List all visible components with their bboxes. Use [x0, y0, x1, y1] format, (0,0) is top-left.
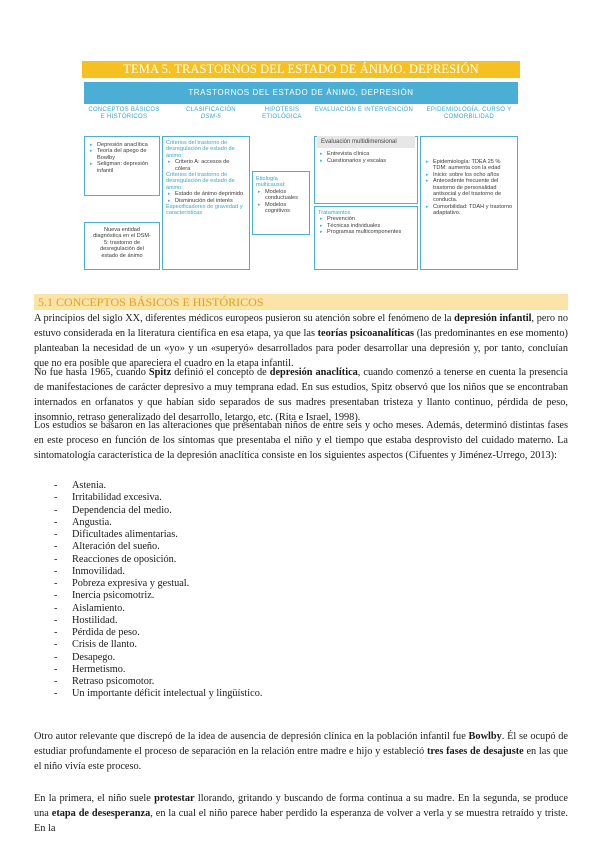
p1-text-c: , pero no estuvo considerada en la literatura científica en esa etapa, ya que las: [34, 313, 568, 339]
p4-bold-d: tres fases de desajuste: [426, 746, 524, 757]
list-dash: -: [54, 639, 58, 651]
list-dash: -: [54, 676, 58, 687]
diagram-column-head-evaluacion: EVALUACIÓN E INTERVENCIÓN: [314, 107, 414, 113]
epidemiologia-item: ▸ Comorbilidad: TDAH y trastorno adaptativo.: [433, 204, 514, 217]
diagram-column-head-epidemiologia: EPIDEMIOLOGÍA, CURSO Y COMORBILIDAD: [426, 107, 512, 120]
diagram-header: TRASTORNOS DEL ESTADO DE ÁNIMO, DEPRESIÓN: [84, 82, 518, 104]
list-dash: -: [54, 602, 58, 614]
p2-text-a: No fue hasta 1965, cuando: [34, 367, 149, 378]
p5-bold-b: protestar: [154, 793, 195, 804]
list-dash: -: [54, 504, 58, 516]
list-dash: -: [54, 614, 58, 626]
list-item-text: Pérdida de peso.: [72, 627, 140, 638]
list-dash: -: [54, 688, 58, 700]
p4-text-a: Otro autor relevante que discrepó de la idea de ausencia de depresión clínica en la población infantil fue: [34, 731, 469, 742]
evaluacion-box: [314, 136, 418, 204]
paragraph-3: [34, 418, 568, 463]
list-item-text: Astenia.: [72, 480, 107, 491]
list-item: [34, 505, 568, 517]
list-dash: -: [54, 565, 58, 577]
list-item: [34, 590, 568, 602]
concept-map-diagram: [82, 80, 520, 278]
conceptos-item: ▸ Seligman: depresión infantil: [97, 161, 156, 174]
list-item: [34, 627, 568, 639]
conceptos-box-2: Nueva entidad diagnóstica en el DSM-5: trastorno de desregulación del estado de ánimo: [84, 222, 160, 270]
list-item: [34, 603, 568, 615]
conceptos-box-1: [84, 136, 160, 196]
p2-bold-b: Spitz: [148, 367, 172, 378]
conceptos-item: ▸ Teoría del apego de Bowlby: [97, 148, 156, 161]
clasificacion-head-line2: DSM-5: [200, 114, 222, 120]
p3-text: Los estudios se basaron en las alteraciones que presentaban niños de entre seis y ocho meses. Además, determinó distintas fases en este proceso en función de los síntomas que presentaba el niño y el tiempo que estaba desprovisto del cuidado materno. La sintomatología característica de la depresión anaclítica consiste en los siguientes aspectos (Cifuentes y Jiménez-Urrego, 2013):: [34, 420, 568, 461]
tratamientos-item: ▸ Prevención: [327, 216, 414, 222]
hipotesis-heading: Etiología multicausal:: [256, 176, 286, 189]
list-dash: -: [54, 492, 58, 504]
clasificacion-head-line1: CLASIFICACIÓN: [186, 107, 236, 113]
list-item-text: Un importante déficit intelectual y lingüístico.: [72, 688, 263, 700]
list-dash: -: [54, 516, 58, 528]
list-item: [34, 688, 568, 700]
clasificacion-heading-1: Criterios del trastorno de desregulación de estado de ánimo:: [166, 140, 235, 159]
list-item: [34, 615, 568, 627]
hipotesis-box: [252, 171, 310, 235]
p2-bold-d: depresión anaclítica: [269, 367, 358, 378]
list-item: [34, 664, 568, 676]
list-item-text: Inercia psicomotriz.: [72, 590, 155, 602]
list-dash: -: [54, 529, 58, 540]
paragraph-1: [34, 311, 568, 371]
epidemiologia-item: ▸ Inicio: sobre los ocho años: [433, 172, 514, 178]
p5-bold-d: etapa de desesperanza: [51, 808, 151, 819]
list-dash: -: [54, 480, 58, 491]
p1-bold-d: teorías psicoanalíticas: [317, 328, 415, 339]
tratamientos-item: ▸ Técnicas individuales: [327, 223, 414, 229]
list-item-text: Dependencia del medio.: [72, 504, 172, 516]
p5-text-e: , en la cual el niño parece haber perdido la esperanza de volver a verla y se muestra retraído y triste. En la: [34, 808, 568, 834]
p1-bold-b: depresión infantil: [454, 313, 532, 324]
paragraph-2: [34, 365, 568, 425]
conceptos-item: ▸ Depresión anaclítica: [97, 142, 156, 148]
p4-text-e: en las que el niño vivía este proceso.: [34, 746, 568, 772]
diagram-column-head-conceptos: CONCEPTOS BÁSICOS E HISTÓRICOS: [88, 107, 160, 120]
clasificacion-heading-2: Criterios del trastorno de desregulación de estado de ánimo:: [166, 172, 235, 191]
list-item-text: Hostilidad.: [72, 614, 118, 626]
clasificacion-box: [162, 136, 250, 270]
list-item: [34, 480, 568, 492]
list-dash: -: [54, 541, 58, 553]
diagram-column-head-clasificacion: [168, 107, 254, 129]
list-item: [34, 541, 568, 553]
p2-text-e: , cuando comenzó a tenerse en cuenta la presencia de manifestaciones de carácter depresivo a muy temprana edad. En sus estudios, Spitz observó que los niños que se encontraban internados en orfanatos y que habían sido separados de sus madres presentaban tristeza y llanto continuo, pérdida de peso, insomnio, retraso generalizado del desarrollo, letargo, etc. (Rita e Israel, 1998).: [34, 367, 568, 423]
list-item-text: Inmovilidad.: [72, 565, 125, 577]
p5-text-c: llorando, gritando y buscando de forma continua a su madre. En la segunda, se produce una: [34, 793, 568, 819]
list-item: [34, 639, 568, 651]
list-item-text: Reacciones de oposición.: [72, 553, 177, 565]
hipotesis-item: ▸ Modelos cognitivos: [265, 202, 306, 215]
list-dash: -: [54, 627, 58, 638]
list-item: [34, 492, 568, 504]
list-dash: -: [54, 578, 58, 589]
list-dash: -: [54, 651, 58, 663]
paragraph-4: [34, 729, 568, 774]
clasificacion-heading-3: Especificadores de gravedad y características: [166, 204, 243, 217]
list-item-text: Angustia.: [72, 516, 112, 528]
document-title: TEMA 5. TRASTORNOS DEL ESTADO DE ÁNIMO. DEPRESIÓN: [82, 61, 520, 78]
p5-text-a: En la primera, el niño suele: [34, 793, 155, 804]
p2-text-c: definió el concepto de: [171, 367, 270, 378]
p4-text-c: . Él se ocupó de estudiar profundamente el proceso de separación en la relación entre madre e hijo y estableció: [34, 731, 568, 757]
list-item: [34, 652, 568, 664]
evaluacion-item: ▸ Entrevista clínica: [327, 151, 414, 157]
epidemiologia-box: [420, 136, 518, 270]
p4-bold-b: Bowlby: [468, 731, 502, 742]
tratamientos-box: [314, 206, 418, 270]
list-item: [34, 676, 568, 688]
hipotesis-item: ▸ Modelos conductuales: [265, 189, 306, 202]
paragraph-5: [34, 791, 568, 836]
diagram-column-head-hipotesis: HIPÓTESIS ETIOLÓGICA: [262, 107, 302, 120]
list-dash: -: [54, 590, 58, 602]
clasificacion-item: ▸ Estado de ánimo deprimido: [175, 191, 246, 197]
list-item-text: Alteración del sueño.: [72, 541, 160, 553]
section-heading: 5.1 CONCEPTOS BÁSICOS E HISTÓRICOS: [34, 294, 568, 310]
epidemiologia-item: ▸ Epidemiología: TDEA 25 % TDM: aumenta con la edad: [433, 159, 514, 172]
epidemiologia-item: ▸ Antecedente frecuente del trastorno de personalidad antisocial y del trastorno de conducta.: [433, 178, 514, 204]
list-item-text: Retraso psicomotor.: [72, 676, 155, 687]
list-dash: -: [54, 663, 58, 675]
clasificacion-item: ▸ Criterio A: accesos de cólera: [175, 159, 246, 172]
list-item: [34, 529, 568, 541]
evaluacion-item: ▸ Cuestionarios y escalas: [327, 158, 414, 164]
evaluacion-heading: Evaluación multidimensional: [317, 136, 415, 148]
p1-text-e: (las predominantes en ese momento) planteaban la necesidad de un «yo» y un «superyó» desarrollados para poder desarrollar una depresión y, por tanto, concluían que no era posible que apareciera el cuadro en la etapa infantil.: [34, 328, 568, 369]
list-item-text: Crisis de llanto.: [72, 639, 137, 651]
list-item: [34, 554, 568, 566]
list-item-text: Hermetismo.: [72, 663, 126, 675]
tratamientos-heading: Tratamientos: [318, 210, 351, 216]
list-item-text: Dificultades alimentarias.: [72, 529, 178, 540]
list-item: [34, 578, 568, 590]
clasificacion-item: ▸ Disminución del interés: [175, 198, 246, 204]
symptom-list: [34, 480, 568, 701]
list-item-text: Aislamiento.: [72, 602, 125, 614]
list-item: [34, 517, 568, 529]
list-item: [34, 566, 568, 578]
p1-text-a: A principios del siglo XX, diferentes médicos europeos pusieron su atención sobre el fenómeno de la: [34, 313, 455, 324]
list-item-text: Irritabilidad excesiva.: [72, 492, 162, 504]
list-item-text: Pobreza expresiva y gestual.: [72, 578, 190, 589]
list-dash: -: [54, 553, 58, 565]
list-item-text: Desapego.: [72, 651, 116, 663]
tratamientos-item: ▸ Programas multicomponentes: [327, 229, 414, 235]
